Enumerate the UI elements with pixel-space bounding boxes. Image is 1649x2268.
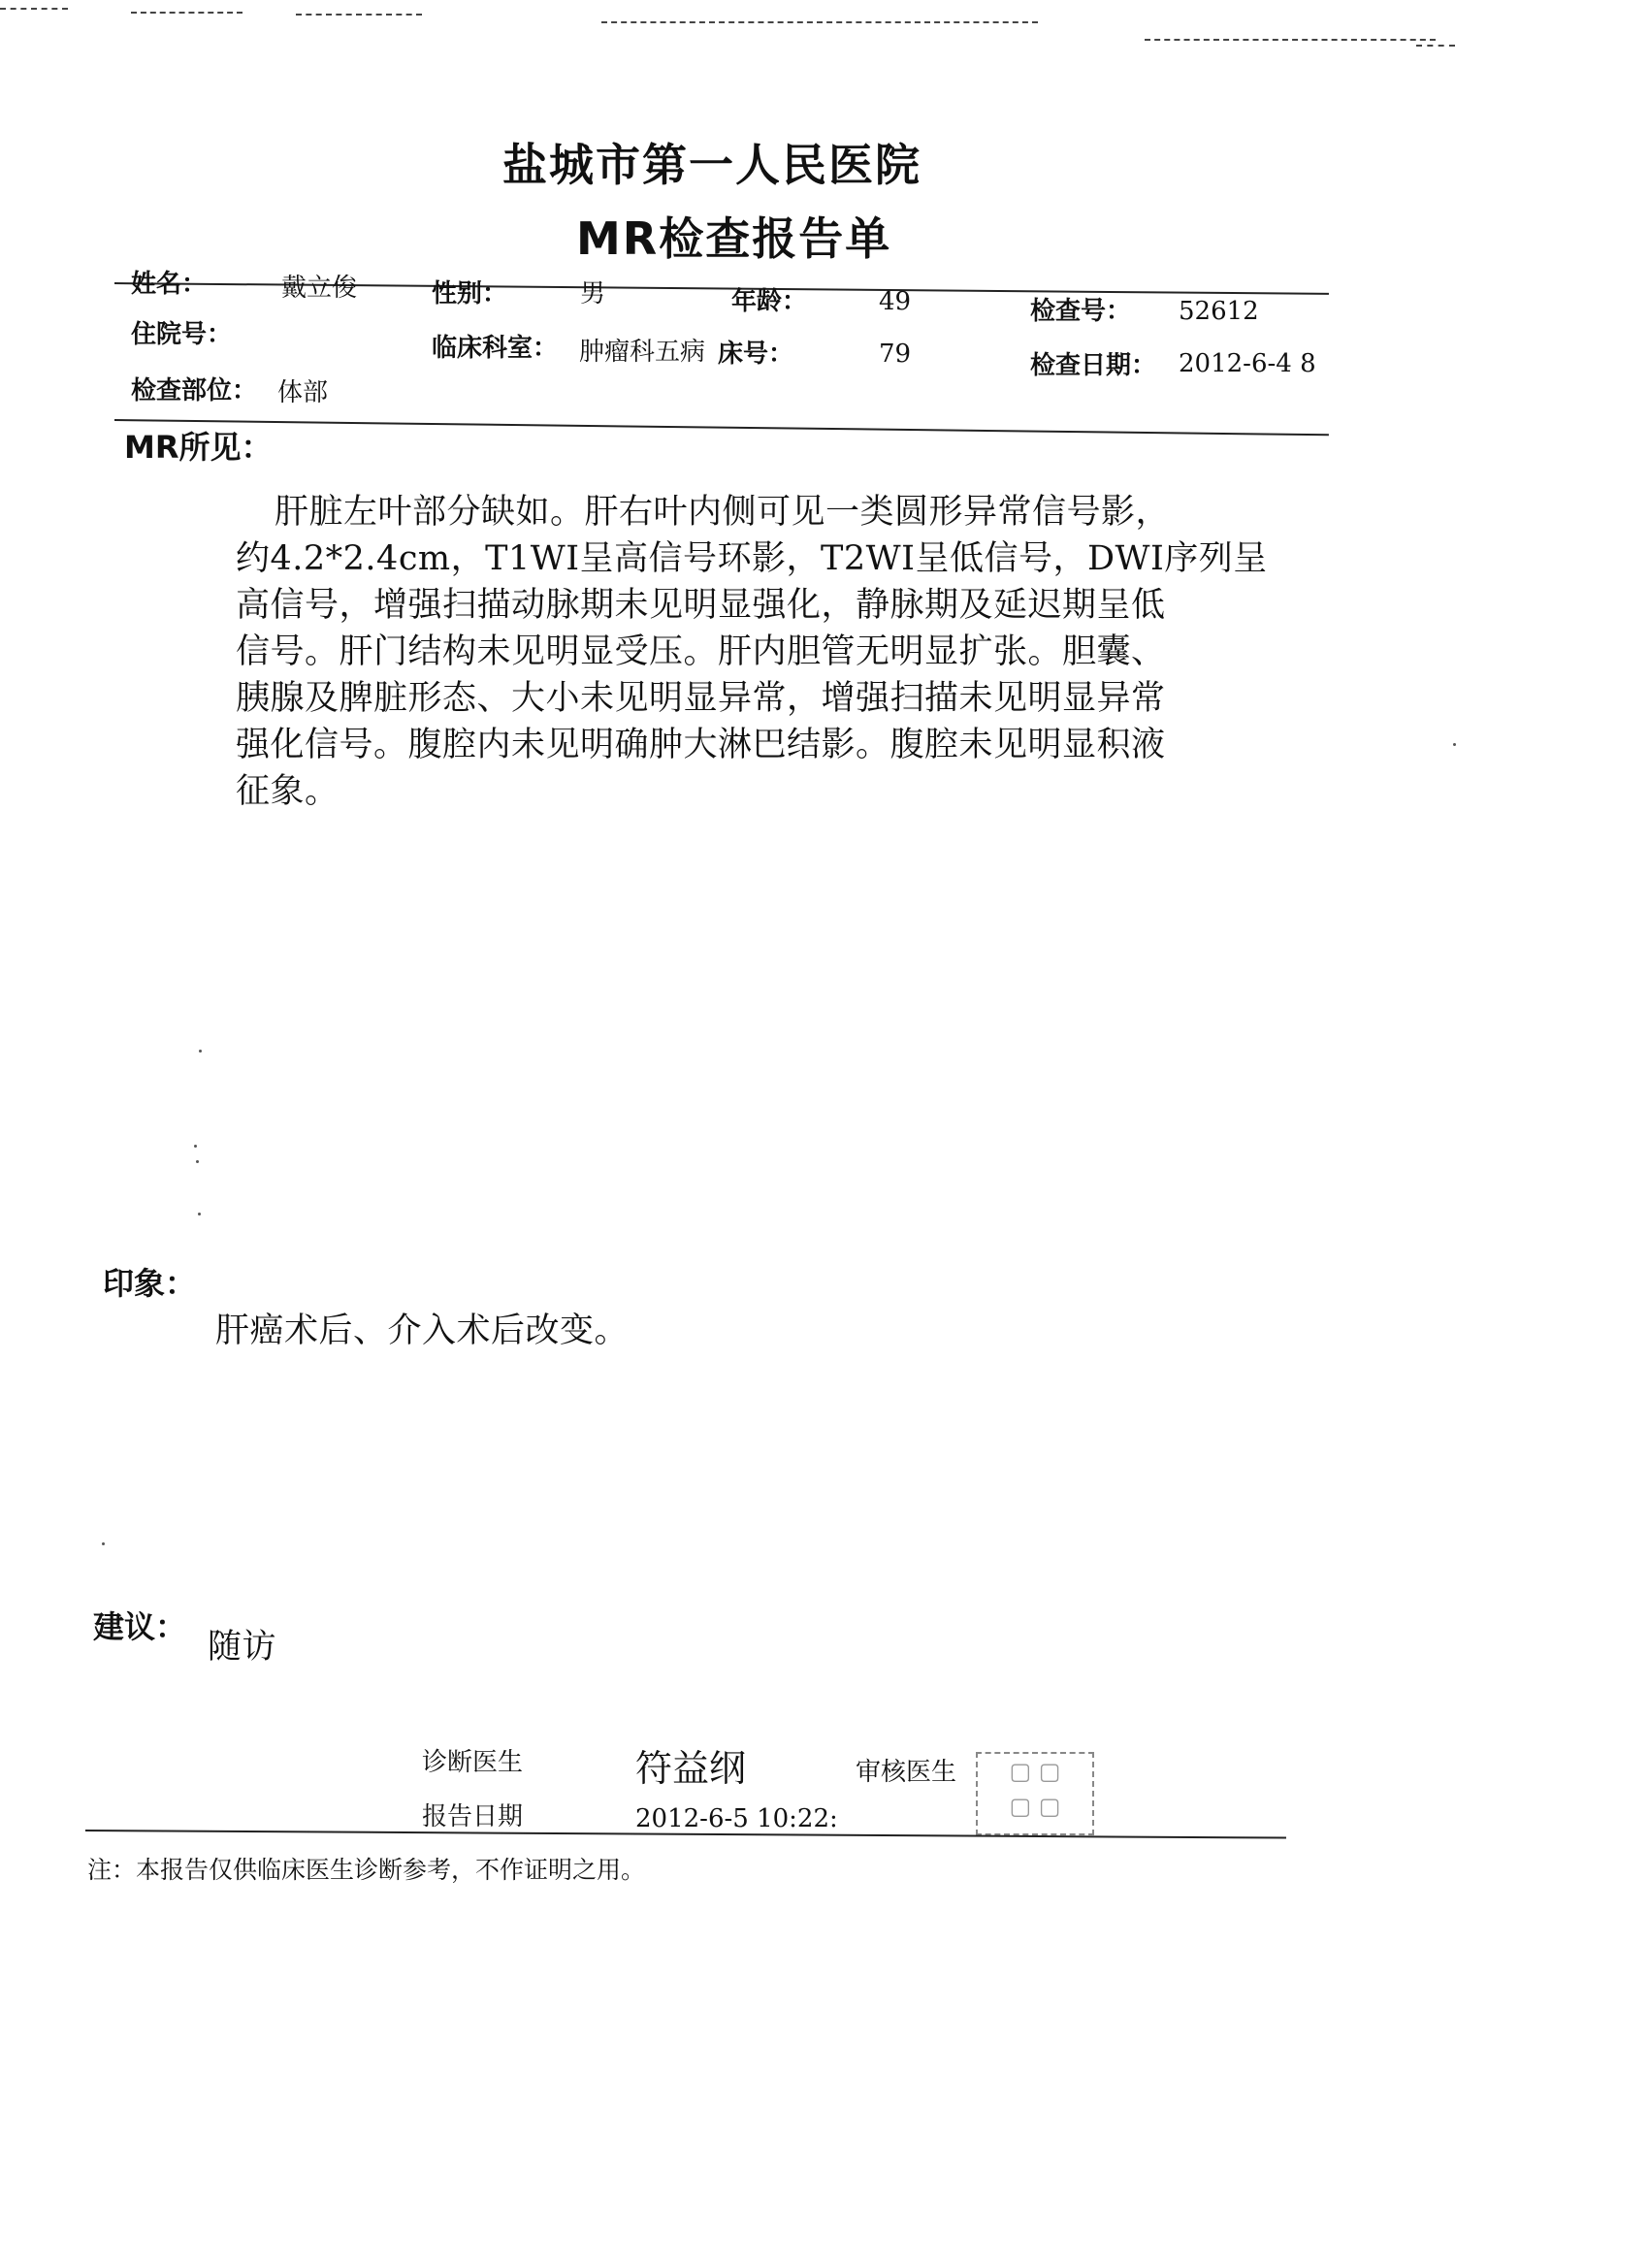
inpatient-no-label: 住院号： (131, 320, 233, 349)
reviewing-doctor-label: 审核医生 (856, 1758, 957, 1787)
patient-name: 戴立俊 (281, 274, 358, 303)
scan-speck (1453, 743, 1456, 746)
scan-mark (601, 21, 1038, 23)
disclaimer-note: 注：本报告仅供临床医生诊断参考，不作证明之用。 (87, 1856, 646, 1884)
scan-speck (196, 1160, 199, 1163)
exam-date: 2012-6-4 8 (1179, 349, 1316, 378)
name-label: 姓名： (131, 270, 208, 299)
diagnosing-doctor: 符益纲 (635, 1747, 747, 1790)
bed-number: 79 (879, 340, 912, 369)
exam-date-label: 检查日期： (1030, 351, 1157, 380)
advice-text: 随访 (208, 1628, 277, 1667)
scan-speck (199, 1050, 202, 1053)
scan-speck (198, 1213, 201, 1215)
patient-sex: 男 (580, 279, 606, 308)
scan-mark (1145, 39, 1436, 41)
patient-age: 49 (879, 287, 912, 316)
body-part: 体部 (277, 378, 329, 407)
scan-speck (102, 1542, 105, 1545)
department: 肿瘤科五病 (579, 338, 706, 367)
hospital-name: 盐城市第一人民医院 (502, 139, 922, 191)
findings-line: 信号。肝门结构未见明显受压。肝内胆管无明显扩张。胆囊、 (236, 632, 1166, 671)
sex-label: 性别： (432, 279, 508, 308)
findings-label: MR所见： (124, 429, 273, 466)
findings-line: 高信号，增强扫描动脉期未见明显强化，静脉期及延迟期呈低 (236, 586, 1166, 625)
age-label: 年龄： (731, 287, 808, 316)
findings-line: 肝脏左叶部分缺如。肝右叶内侧可见一类圆形异常信号影， (275, 493, 1171, 532)
impression-label: 印象： (103, 1265, 197, 1302)
bed-label: 床号： (718, 340, 794, 369)
findings-line: 约4.2*2.4cm，T1WI呈高信号环影，T2WI呈低信号，DWI序列呈 (236, 539, 1268, 578)
scan-speck (194, 1145, 197, 1148)
report-title: MR检查报告单 (576, 212, 892, 265)
findings-line: 征象。 (236, 772, 340, 811)
seal-mark: ▢ ▢ ▢ ▢ (1009, 1758, 1061, 1820)
report-date: 2012-6-5 10:22: (635, 1804, 838, 1833)
report-date-label: 报告日期 (422, 1802, 524, 1831)
scan-mark (131, 12, 242, 14)
diagnosing-doctor-label: 诊断医生 (422, 1748, 524, 1777)
scan-mark (0, 8, 68, 10)
findings-line: 胰腺及脾脏形态、大小未见明显异常，增强扫描未见明显异常 (236, 679, 1166, 718)
department-label: 临床科室： (432, 334, 559, 363)
advice-label: 建议： (93, 1608, 187, 1645)
scan-mark (296, 14, 422, 16)
exam-number: 52612 (1179, 297, 1259, 326)
body-part-label: 检查部位： (131, 376, 258, 405)
exam-no-label: 检查号： (1030, 297, 1132, 326)
header-bottom-rule (114, 419, 1329, 436)
scan-mark (1416, 45, 1455, 47)
impression-text: 肝癌术后、介入术后改变。 (215, 1312, 630, 1350)
reviewer-seal-stamp (976, 1752, 1094, 1835)
findings-line: 强化信号。腹腔内未见明确肿大淋巴结影。腹腔未见明显积液 (236, 726, 1166, 764)
